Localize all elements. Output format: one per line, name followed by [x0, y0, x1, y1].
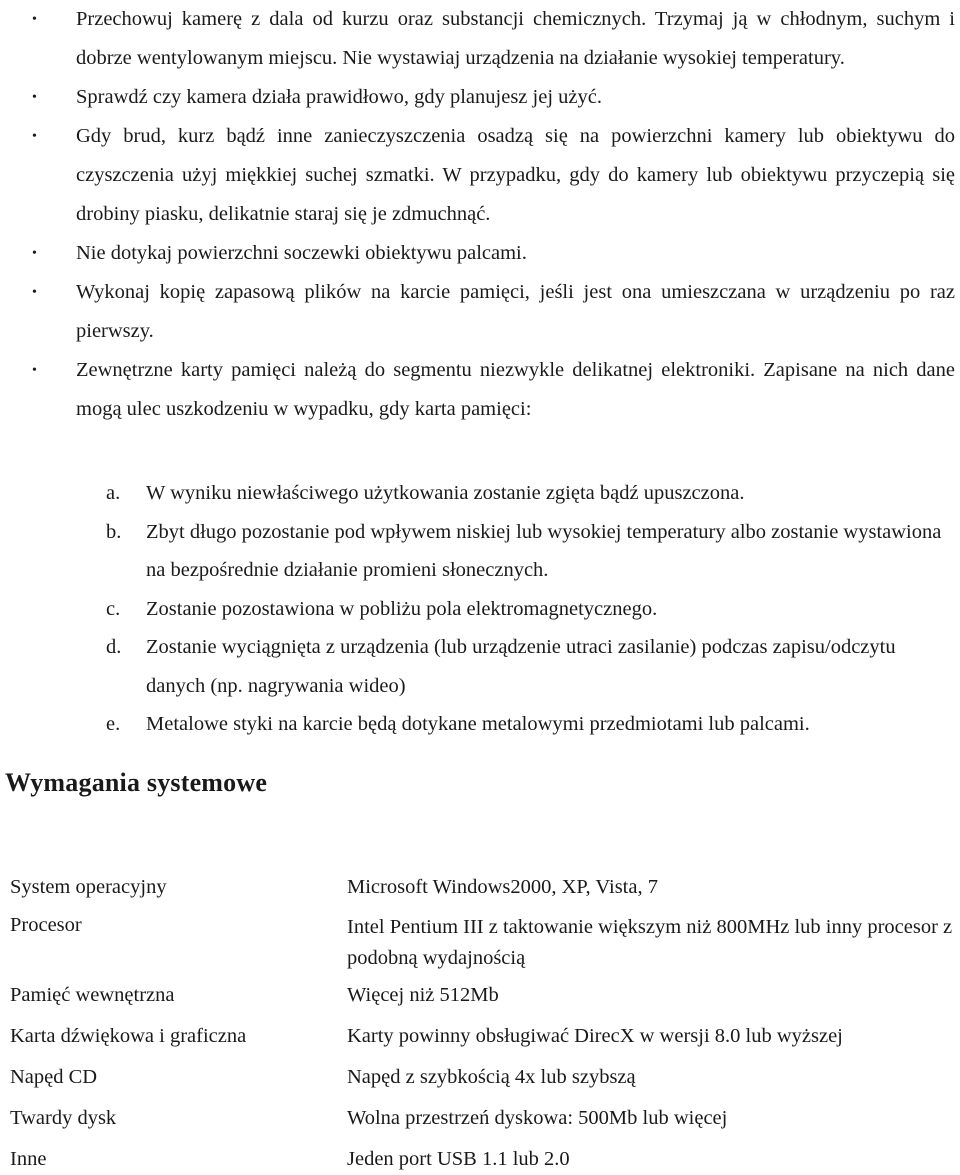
- list-item: [106, 628, 955, 705]
- item-marker: b.: [106, 520, 122, 543]
- bullet-icon: •: [32, 90, 37, 105]
- item-text: Metalowe styki na karcie będą dotykane metalowymi przedmiotami lub palcami.: [146, 713, 810, 735]
- requirement-label: System operacyjny: [10, 876, 167, 898]
- list-item: [106, 705, 955, 744]
- requirement-value: Karty powinny obsługiwać DirecX w wersji 8.0 lub wyższej: [347, 1025, 843, 1047]
- bullet-icon: •: [32, 129, 37, 144]
- requirement-label: Karta dźwiękowa i graficzna: [10, 1025, 247, 1047]
- item-marker: e.: [106, 713, 121, 735]
- list-item: [32, 117, 955, 234]
- list-item: [106, 474, 955, 513]
- list-item: [32, 351, 955, 429]
- requirement-label: Inne: [10, 1148, 47, 1170]
- memory-card-conditions-list: [0, 474, 960, 744]
- list-item: [32, 0, 955, 78]
- bullet-icon: •: [32, 12, 37, 27]
- care-instructions-list: [0, 0, 960, 429]
- bullet-text: Gdy brud, kurz bądź inne zanieczyszczenia osadzą się na powierzchni kamery lub obiektywu do czyszczenia użyj miękkiej suchej szmatki. W przypadku, gdy do kamery lub obiektywu przyczepią się drobiny piasku, delikatnie staraj się je zdmuchnąć.: [76, 125, 955, 225]
- requirement-label: Twardy dysk: [10, 1107, 117, 1129]
- requirement-value: Intel Pentium III z taktowanie większym niż 800MHz lub inny procesor z podobną wydajnością: [347, 916, 953, 969]
- list-item: [106, 590, 955, 629]
- list-item: [32, 234, 955, 273]
- requirement-label: Napęd CD: [10, 1066, 98, 1088]
- list-item: [106, 513, 955, 590]
- bullet-text: Wykonaj kopię zapasową plików na karcie pamięci, jeśli jest ona umieszczana w urządzeniu po raz pierwszy.: [76, 281, 955, 342]
- list-item: [32, 78, 955, 117]
- requirement-value: Microsoft Windows2000, XP, Vista, 7: [347, 876, 658, 898]
- requirement-label: Pamięć wewnętrzna: [10, 984, 175, 1006]
- item-text: Zbyt długo pozostanie pod wpływem niskiej lub wysokiej temperatury albo zostanie wystawiona na bezpośrednie działanie promieni słonecznych.: [146, 520, 942, 581]
- item-text: Zostanie wyciągnięta z urządzenia (lub urządzenie utraci zasilanie) podczas zapisu/odczytu danych (np. nagrywania wideo): [146, 636, 896, 697]
- requirement-value: Napęd z szybkością 4x lub szybszą: [347, 1066, 636, 1088]
- item-marker: a.: [106, 482, 121, 504]
- bullet-text: Sprawdź czy kamera działa prawidłowo, gdy planujesz jej użyć.: [76, 86, 602, 108]
- requirement-label: Procesor: [10, 914, 82, 936]
- bullet-icon: •: [32, 363, 37, 378]
- bullet-icon: •: [32, 246, 37, 261]
- item-marker: d.: [106, 636, 122, 658]
- item-text: W wyniku niewłaściwego użytkowania zostanie zgięta bądź upuszczona.: [146, 482, 745, 504]
- section-heading: Wymagania systemowe: [5, 768, 268, 797]
- item-marker: c.: [106, 597, 121, 620]
- bullet-text: Zewnętrzne karty pamięci należą do segmentu niezwykle delikatnej elektroniki. Zapisane na nich dane mogą ulec uszkodzeniu w wypadku, gdy karta pamięci:: [76, 359, 955, 420]
- requirement-value: Więcej niż 512Mb: [347, 984, 499, 1006]
- bullet-text: Przechowuj kamerę z dala od kurzu oraz substancji chemicznych. Trzymaj ją w chłodnym, suchym i dobrze wentylowanym miejscu. Nie wystawiaj urządzenia na działanie wysokiej temperatury.: [76, 8, 955, 69]
- item-text: Zostanie pozostawiona w pobliżu pola elektromagnetycznego.: [146, 597, 658, 620]
- bullet-text: Nie dotykaj powierzchni soczewki obiektywu palcami.: [76, 242, 527, 264]
- requirement-value: Jeden port USB 1.1 lub 2.0: [347, 1148, 570, 1170]
- requirement-value: Wolna przestrzeń dyskowa: 500Mb lub więcej: [347, 1107, 728, 1129]
- list-item: [32, 273, 955, 351]
- bullet-icon: •: [32, 285, 37, 300]
